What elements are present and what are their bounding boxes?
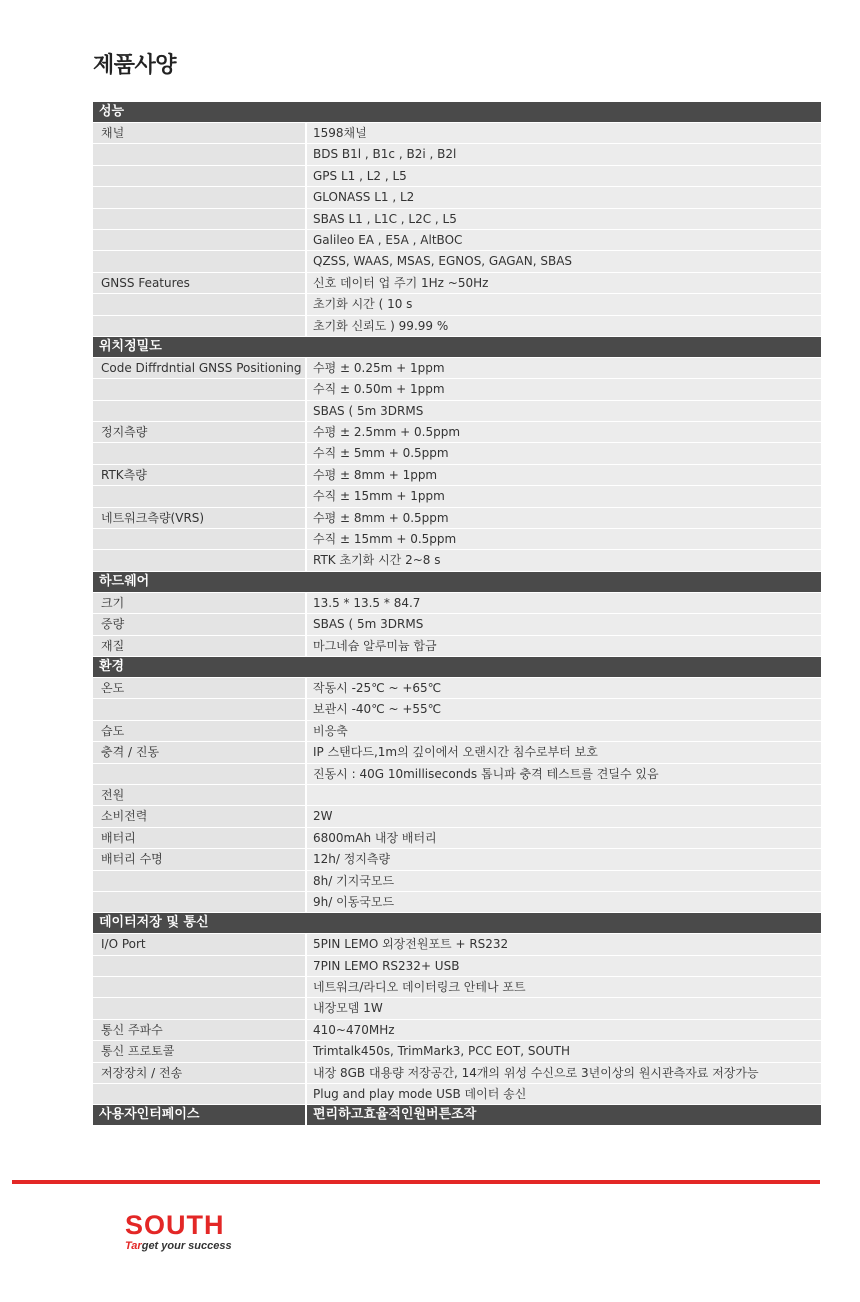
spec-value: GLONASS L1 , L2 — [307, 187, 821, 207]
spec-row — [93, 1084, 821, 1104]
spec-value: 9h/ 이동국모드 — [307, 892, 821, 912]
south-logo — [125, 1212, 232, 1252]
spec-row — [93, 892, 821, 912]
spec-value: 12h/ 정지측량 — [307, 849, 821, 869]
spec-row — [93, 956, 821, 976]
user-interface-row — [93, 1105, 821, 1125]
spec-label — [93, 166, 305, 186]
spec-value: SBAS L1 , L1C , L2C , L5 — [307, 209, 821, 229]
page-title: 제품사양 — [93, 53, 177, 78]
spec-value: 수직 ± 5mm + 0.5ppm — [307, 443, 821, 463]
spec-row — [93, 273, 821, 293]
spec-label — [93, 977, 305, 997]
spec-label: 중량 — [93, 614, 305, 634]
spec-label — [93, 764, 305, 784]
spec-value: Trimtalk450s, TrimMark3, PCC EOT, SOUTH — [307, 1041, 821, 1061]
brand-tagline — [125, 1240, 232, 1252]
user-interface-label: 사용자인터페이스 — [93, 1105, 305, 1125]
spec-row — [93, 230, 821, 250]
spec-row — [93, 166, 821, 186]
spec-label — [93, 294, 305, 314]
spec-value: GPS L1 , L2 , L5 — [307, 166, 821, 186]
spec-label — [93, 529, 305, 549]
spec-label: 소비전력 — [93, 806, 305, 826]
spec-value: 7PIN LEMO RS232+ USB — [307, 956, 821, 976]
spec-label — [93, 699, 305, 719]
spec-row — [93, 1063, 821, 1083]
spec-value: BDS B1l , B1c , B2i , B2l — [307, 144, 821, 164]
spec-table — [93, 102, 821, 1125]
spec-row — [93, 486, 821, 506]
spec-value: 수평 ± 8mm + 0.5ppm — [307, 508, 821, 528]
spec-value: 내장 8GB 대용량 저장공간, 14개의 위성 수신으로 3년이상의 원시관측자료 저장가능 — [307, 1063, 821, 1083]
spec-label: 온도 — [93, 678, 305, 698]
spec-value: IP 스탠다드,1m의 깊이에서 오랜시간 침수로부터 보호 — [307, 742, 821, 762]
spec-label — [93, 443, 305, 463]
spec-label: 통신 프로토콜 — [93, 1041, 305, 1061]
spec-label — [93, 187, 305, 207]
spec-value: 마그네슘 알루미늄 합금 — [307, 636, 821, 656]
spec-value: 내장모뎀 1W — [307, 998, 821, 1018]
spec-value: 네트워크/라디오 데이터링크 안테나 포트 — [307, 977, 821, 997]
spec-label — [93, 956, 305, 976]
spec-value: 수직 ± 0.50m + 1ppm — [307, 379, 821, 399]
spec-value: 수평 ± 0.25m + 1ppm — [307, 358, 821, 378]
spec-value: SBAS ( 5m 3DRMS — [307, 401, 821, 421]
spec-row — [93, 251, 821, 271]
spec-row — [93, 1041, 821, 1061]
spec-row — [93, 871, 821, 891]
spec-row — [93, 678, 821, 698]
spec-label: RTK측량 — [93, 465, 305, 485]
spec-label: 배터리 수명 — [93, 849, 305, 869]
spec-label: 재질 — [93, 636, 305, 656]
spec-label — [93, 1084, 305, 1104]
spec-row — [93, 593, 821, 613]
spec-value — [307, 785, 821, 805]
spec-label: 네트워크측량(VRS) — [93, 508, 305, 528]
spec-value: 410~470MHz — [307, 1020, 821, 1040]
spec-row — [93, 422, 821, 442]
spec-label — [93, 316, 305, 336]
user-interface-value: 편리하고효율적인원버튼조작 — [307, 1105, 821, 1125]
spec-row — [93, 358, 821, 378]
spec-label: 전원 — [93, 785, 305, 805]
spec-value: Galileo EA , E5A , AltBOC — [307, 230, 821, 250]
spec-row — [93, 508, 821, 528]
spec-label — [93, 230, 305, 250]
spec-label: Code Diffrdntial GNSS Positioning — [93, 358, 305, 378]
spec-row — [93, 443, 821, 463]
spec-row — [93, 316, 821, 336]
section-header: 성능 — [93, 102, 821, 122]
brand-name: SOUTH — [125, 1210, 225, 1240]
tagline-rest: get your success — [141, 1240, 232, 1252]
spec-row — [93, 849, 821, 869]
spec-row — [93, 699, 821, 719]
spec-row — [93, 614, 821, 634]
spec-label — [93, 550, 305, 570]
spec-label — [93, 892, 305, 912]
spec-label — [93, 251, 305, 271]
spec-value: 1598채널 — [307, 123, 821, 143]
section-header: 하드웨어 — [93, 572, 821, 592]
spec-label: 정지측량 — [93, 422, 305, 442]
spec-row — [93, 401, 821, 421]
spec-row — [93, 379, 821, 399]
spec-row — [93, 465, 821, 485]
spec-value: 8h/ 기지국모드 — [307, 871, 821, 891]
spec-value: 13.5 * 13.5 * 84.7 — [307, 593, 821, 613]
spec-label: 채널 — [93, 123, 305, 143]
spec-value: RTK 초기화 시간 2~8 s — [307, 550, 821, 570]
divider-line — [12, 1180, 820, 1184]
section-header: 위치정밀도 — [93, 337, 821, 357]
spec-label: 통신 주파수 — [93, 1020, 305, 1040]
spec-label — [93, 144, 305, 164]
spec-label: GNSS Features — [93, 273, 305, 293]
spec-label — [93, 871, 305, 891]
spec-value: 비응축 — [307, 721, 821, 741]
spec-value: 초기화 시간 ( 10 s — [307, 294, 821, 314]
spec-value: Plug and play mode USB 데이터 송신 — [307, 1084, 821, 1104]
spec-row — [93, 209, 821, 229]
spec-value: 수직 ± 15mm + 1ppm — [307, 486, 821, 506]
spec-label — [93, 209, 305, 229]
spec-label: 충격 / 진동 — [93, 742, 305, 762]
spec-row — [93, 742, 821, 762]
spec-label: 배터리 — [93, 828, 305, 848]
tagline-accent: Tar — [125, 1240, 142, 1252]
spec-row — [93, 721, 821, 741]
section-header: 데이터저장 및 통신 — [93, 913, 821, 933]
spec-label — [93, 486, 305, 506]
spec-row — [93, 144, 821, 164]
spec-value: 수직 ± 15mm + 0.5ppm — [307, 529, 821, 549]
spec-label: I/O Port — [93, 934, 305, 954]
spec-row — [93, 828, 821, 848]
spec-label: 크기 — [93, 593, 305, 613]
spec-row — [93, 636, 821, 656]
spec-label — [93, 998, 305, 1018]
spec-value: SBAS ( 5m 3DRMS — [307, 614, 821, 634]
spec-value: 수평 ± 2.5mm + 0.5ppm — [307, 422, 821, 442]
spec-value: 초기화 신뢰도 ) 99.99 % — [307, 316, 821, 336]
spec-row — [93, 550, 821, 570]
spec-label — [93, 401, 305, 421]
section-header: 환경 — [93, 657, 821, 677]
spec-row — [93, 529, 821, 549]
spec-row — [93, 785, 821, 805]
spec-row — [93, 123, 821, 143]
spec-value: 작동시 -25℃ ~ +65℃ — [307, 678, 821, 698]
spec-value: QZSS, WAAS, MSAS, EGNOS, GAGAN, SBAS — [307, 251, 821, 271]
spec-row — [93, 806, 821, 826]
spec-label: 저장장치 / 전송 — [93, 1063, 305, 1083]
spec-row — [93, 998, 821, 1018]
spec-value: 5PIN LEMO 외장전원포트 + RS232 — [307, 934, 821, 954]
spec-label: 습도 — [93, 721, 305, 741]
spec-value: 보관시 -40℃ ~ +55℃ — [307, 699, 821, 719]
spec-row — [93, 977, 821, 997]
spec-value: 신호 데이터 업 주기 1Hz ~50Hz — [307, 273, 821, 293]
spec-label — [93, 379, 305, 399]
spec-value: 진동시 : 40G 10milliseconds 톱니파 충격 테스트를 견딜수 있음 — [307, 764, 821, 784]
spec-row — [93, 1020, 821, 1040]
spec-row — [93, 764, 821, 784]
spec-row — [93, 934, 821, 954]
spec-row — [93, 294, 821, 314]
spec-row — [93, 187, 821, 207]
spec-value: 수평 ± 8mm + 1ppm — [307, 465, 821, 485]
spec-value: 6800mAh 내장 배터리 — [307, 828, 821, 848]
spec-value: 2W — [307, 806, 821, 826]
